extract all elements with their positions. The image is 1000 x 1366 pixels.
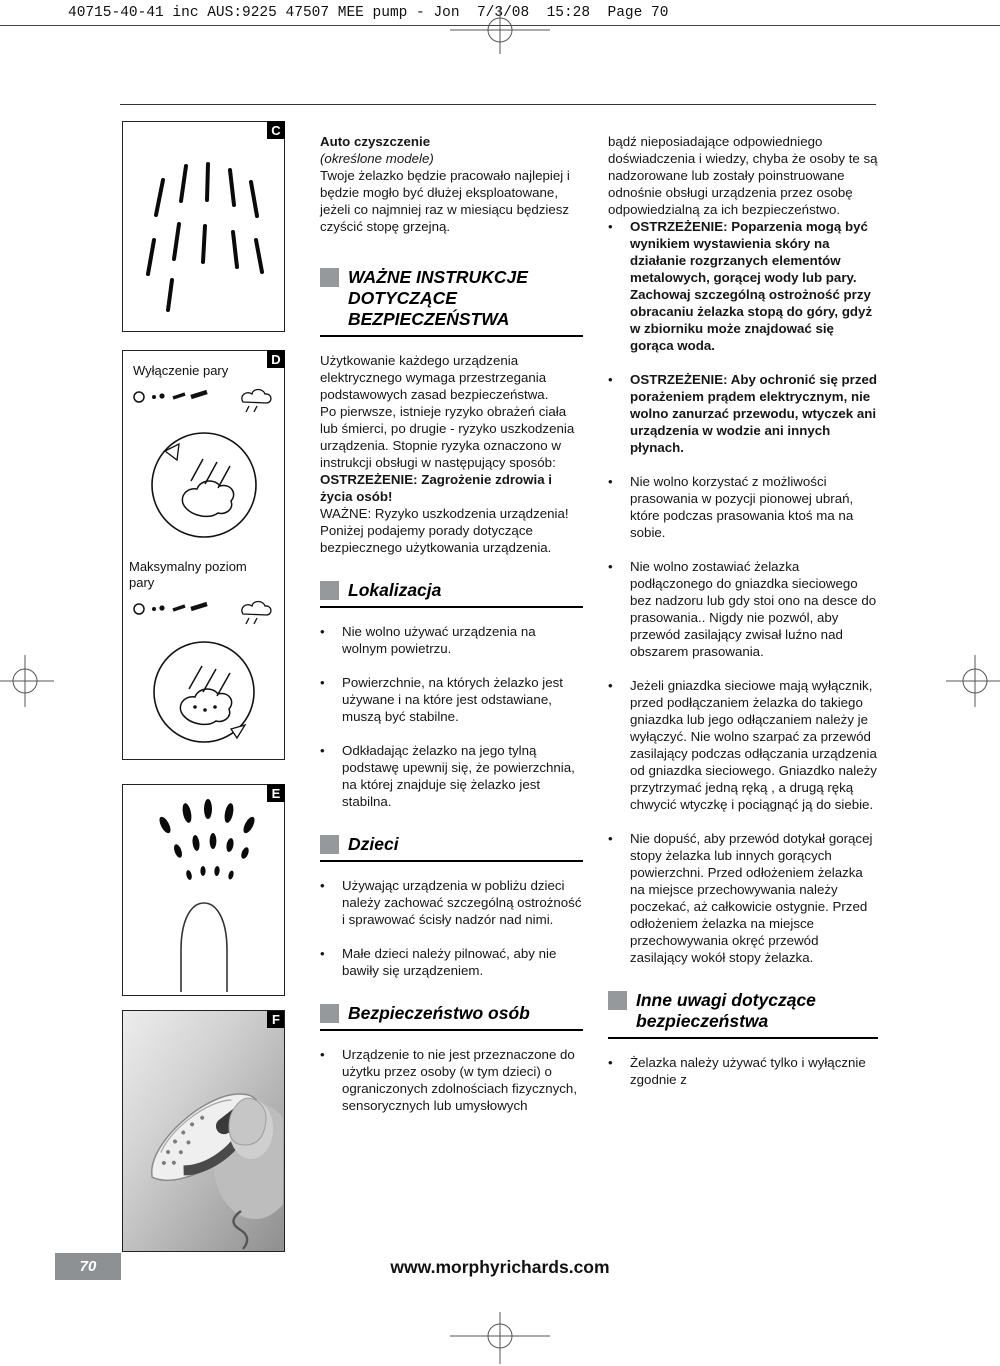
continuation-paragraph: bądź nieposiadające odpowiedniego doświadczenia i wiedzy, chyba że osoby te są nadzorowane lub zostały poinstruowane odnośnie obsługi urządzenia przez osobę odpowiedzialną za ich bezpieczeństwo. — [608, 134, 878, 217]
bullet-dot: • — [320, 1047, 325, 1062]
steam-off-dial-icon — [127, 385, 282, 557]
figure-iron-photo — [122, 1010, 285, 1252]
bullet-text: OSTRZEŻENIE: Aby ochronić się przed porażeniem prądem elektrycznym, nie wolno zanurzać przewodu, wtyczek ani urządzenia w wodzie ani innych płynach. — [630, 372, 878, 455]
bullet-text: Nie wolno zostawiać żelazka podłączonego do gniazdka sieciowego bez nadzoru lub gdy stoi ono na desce do prasowania.. Nigdy nie pozwól, aby przewód zasilający zwisał luźno nad obszarem prasowania. — [630, 559, 877, 659]
caption-steam-off: Wyłączenie pary — [133, 363, 229, 378]
bullet-dot: • — [608, 831, 613, 846]
list-item — [320, 1046, 583, 1114]
bullet-text: Nie wolno korzystać z możliwości prasowania w pozycji pionowej ubrań, które podczas prasowania ktoś ma na sobie. — [630, 474, 854, 540]
column-middle — [320, 133, 583, 1131]
cropmark-left-icon — [0, 655, 54, 707]
autoclean-title: Auto czyszczenie — [320, 134, 431, 149]
list-item — [608, 1054, 878, 1088]
figure-label-d: D — [267, 350, 285, 368]
bullet-dot: • — [608, 219, 613, 234]
section-heading-personal-safety — [320, 1003, 583, 1031]
section-heading-location — [320, 580, 583, 608]
page-number-badge: 70 — [55, 1253, 121, 1280]
steam-max-dial-icon — [127, 597, 282, 757]
content-top-rule — [120, 104, 876, 105]
list-item — [608, 677, 878, 813]
bullet-dot: • — [608, 678, 613, 693]
bullet-dot: • — [320, 624, 325, 639]
bullet-text: Nie wolno używać urządzenia na wolnym powietrzu. — [342, 624, 536, 656]
caption-max-steam: Maksymalny poziom pary — [129, 559, 247, 590]
section-marker-icon — [320, 581, 339, 600]
section-heading-other-safety — [608, 990, 878, 1039]
figure-label-f: F — [267, 1010, 285, 1028]
autoclean-body: Twoje żelazko będzie pracowało najlepiej i będzie mogło być dłużej eksploatowane, jeżeli co najmniej raz w miesiącu będziesz czyścić stopę grzejną. — [320, 168, 570, 234]
footer-website: www.morphyrichards.com — [390, 1257, 610, 1277]
figure-spray — [122, 784, 285, 996]
list-item — [608, 830, 878, 966]
section-heading-children — [320, 834, 583, 862]
figure-label-c: C — [267, 121, 285, 139]
list-item — [608, 473, 878, 541]
bullet-dot: • — [320, 946, 325, 961]
steam-jets-icon — [123, 122, 283, 329]
section-title-children: Dzieci — [348, 834, 399, 854]
safety-paragraph-3: WAŻNE: Ryzyko uszkodzenia urządzenia! Poniżej podajemy porady dotyczące bezpiecznego użytkowania urządzenia. — [320, 506, 569, 555]
bullet-text: Małe dzieci należy pilnować, aby nie bawiły się urządzeniem. — [342, 946, 557, 978]
list-item — [608, 558, 878, 660]
bullet-text: Nie dopuść, aby przewód dotykał gorącej stopy żelazka lub innych gorących powierzchni. Przed odłożeniem żelazka na miejsce przechowywania należy poczekać, aż całkowicie ostygnie. Przed odłożeniem żelazka na miejsce przechowywania okręć przewód zasilający wokół stopy żelazka. — [630, 831, 873, 965]
bullet-dot: • — [608, 474, 613, 489]
list-item — [608, 218, 878, 354]
list-item — [320, 623, 583, 657]
bullet-text: Powierzchnie, na których żelazko jest używane i na które jest odstawiane, muszą być stabilne. — [342, 675, 563, 724]
spray-droplets-icon — [123, 785, 283, 993]
list-item — [320, 877, 583, 928]
bullet-text: Jeżeli gniazdka sieciowe mają wyłącznik, przed podłączaniem żelazka do takiego gniazdka lub jego odłączaniem należy je wyłączyć. Nie wolno szarpać za przewód zasilający podczas odłączania urządzenia od gniazdka sieciowego. Gniazdko należy przytrzymać jedną ręką , a drugą ręką chwycić wtyczkę i pociągnąć ją do siebie. — [630, 678, 877, 812]
bullet-text: OSTRZEŻENIE: Poparzenia mogą być wynikiem wystawienia skóry na działanie rozgrzanych elementów metalowych, gorącej wody lub pary. Zachowaj szczególną ostrożność przy obracaniu żelazka stopą do góry, gdyż w zbiorniku może znajdować się gorąca woda. — [630, 219, 873, 353]
bullet-dot: • — [608, 1055, 613, 1070]
cropmark-top-icon — [450, 8, 550, 54]
section-title-location: Lokalizacja — [348, 580, 442, 600]
column-right — [608, 133, 878, 1105]
figure-label-e: E — [267, 784, 285, 802]
list-item — [608, 371, 878, 456]
section-heading-safety — [320, 267, 583, 337]
safety-paragraph-2: Po pierwsze, istnieje ryzyko obrażeń ciała lub śmierci, po drugie - ryzyko uszkodzenia urządzenia. Stopnie ryzyka oznaczono w instrukcji obsługi w następujący sposób: — [320, 404, 575, 470]
print-header: 40715-40-41 inc AUS:9225 47507 MEE pump - Jon 7/3/08 15:28 Page 70 — [68, 5, 669, 21]
section-marker-icon — [608, 991, 627, 1010]
section-title-safety: WAŻNE INSTRUKCJE DOTYCZĄCE BEZPIECZEŃSTWA — [348, 267, 528, 329]
section-marker-icon — [320, 1004, 339, 1023]
list-item — [320, 945, 583, 979]
figure-self-clean — [122, 121, 285, 332]
autoclean-subtitle: (określone modele) — [320, 151, 434, 166]
bullet-text: Urządzenie to nie jest przeznaczone do użytku przez osoby (w tym dzieci) o ograniczonych zdolnościach fizycznych, sensorycznych lub umysłowych — [342, 1047, 578, 1113]
safety-paragraph-1: Użytkowanie każdego urządzenia elektrycznego wymaga przestrzegania podstawowych zasad bezpieczeństwa. — [320, 353, 549, 402]
bullet-text: Żelazka należy używać tylko i wyłącznie zgodnie z — [630, 1055, 866, 1087]
bullet-text: Używając urządzenia w pobliżu dzieci należy zachować szczególną ostrożność i sprawować ścisły nadzór nad nimi. — [342, 878, 582, 927]
bullet-dot: • — [320, 675, 325, 690]
section-marker-icon — [320, 835, 339, 854]
figure-steam-dial — [122, 350, 285, 760]
section-marker-icon — [320, 268, 339, 287]
cropmark-right-icon — [946, 655, 1000, 707]
safety-warning: OSTRZEŻENIE: Zagrożenie zdrowia i życia osób! — [320, 472, 552, 504]
bullet-text: Odkładając żelazko na jego tylną podstawę upewnij się, że powierzchnia, na której znajduje się żelazko jest stabilna. — [342, 743, 575, 809]
list-item — [320, 674, 583, 725]
cropmark-bottom-icon — [450, 1312, 550, 1364]
bullet-dot: • — [608, 372, 613, 387]
section-title-personal-safety: Bezpieczeństwo osób — [348, 1003, 530, 1023]
list-item — [320, 742, 583, 810]
bullet-dot: • — [320, 743, 325, 758]
bullet-dot: • — [608, 559, 613, 574]
iron-in-hand-image — [123, 1011, 283, 1250]
section-title-other-safety: Inne uwagi dotyczące bezpieczeństwa — [636, 990, 816, 1031]
bullet-dot: • — [320, 878, 325, 893]
